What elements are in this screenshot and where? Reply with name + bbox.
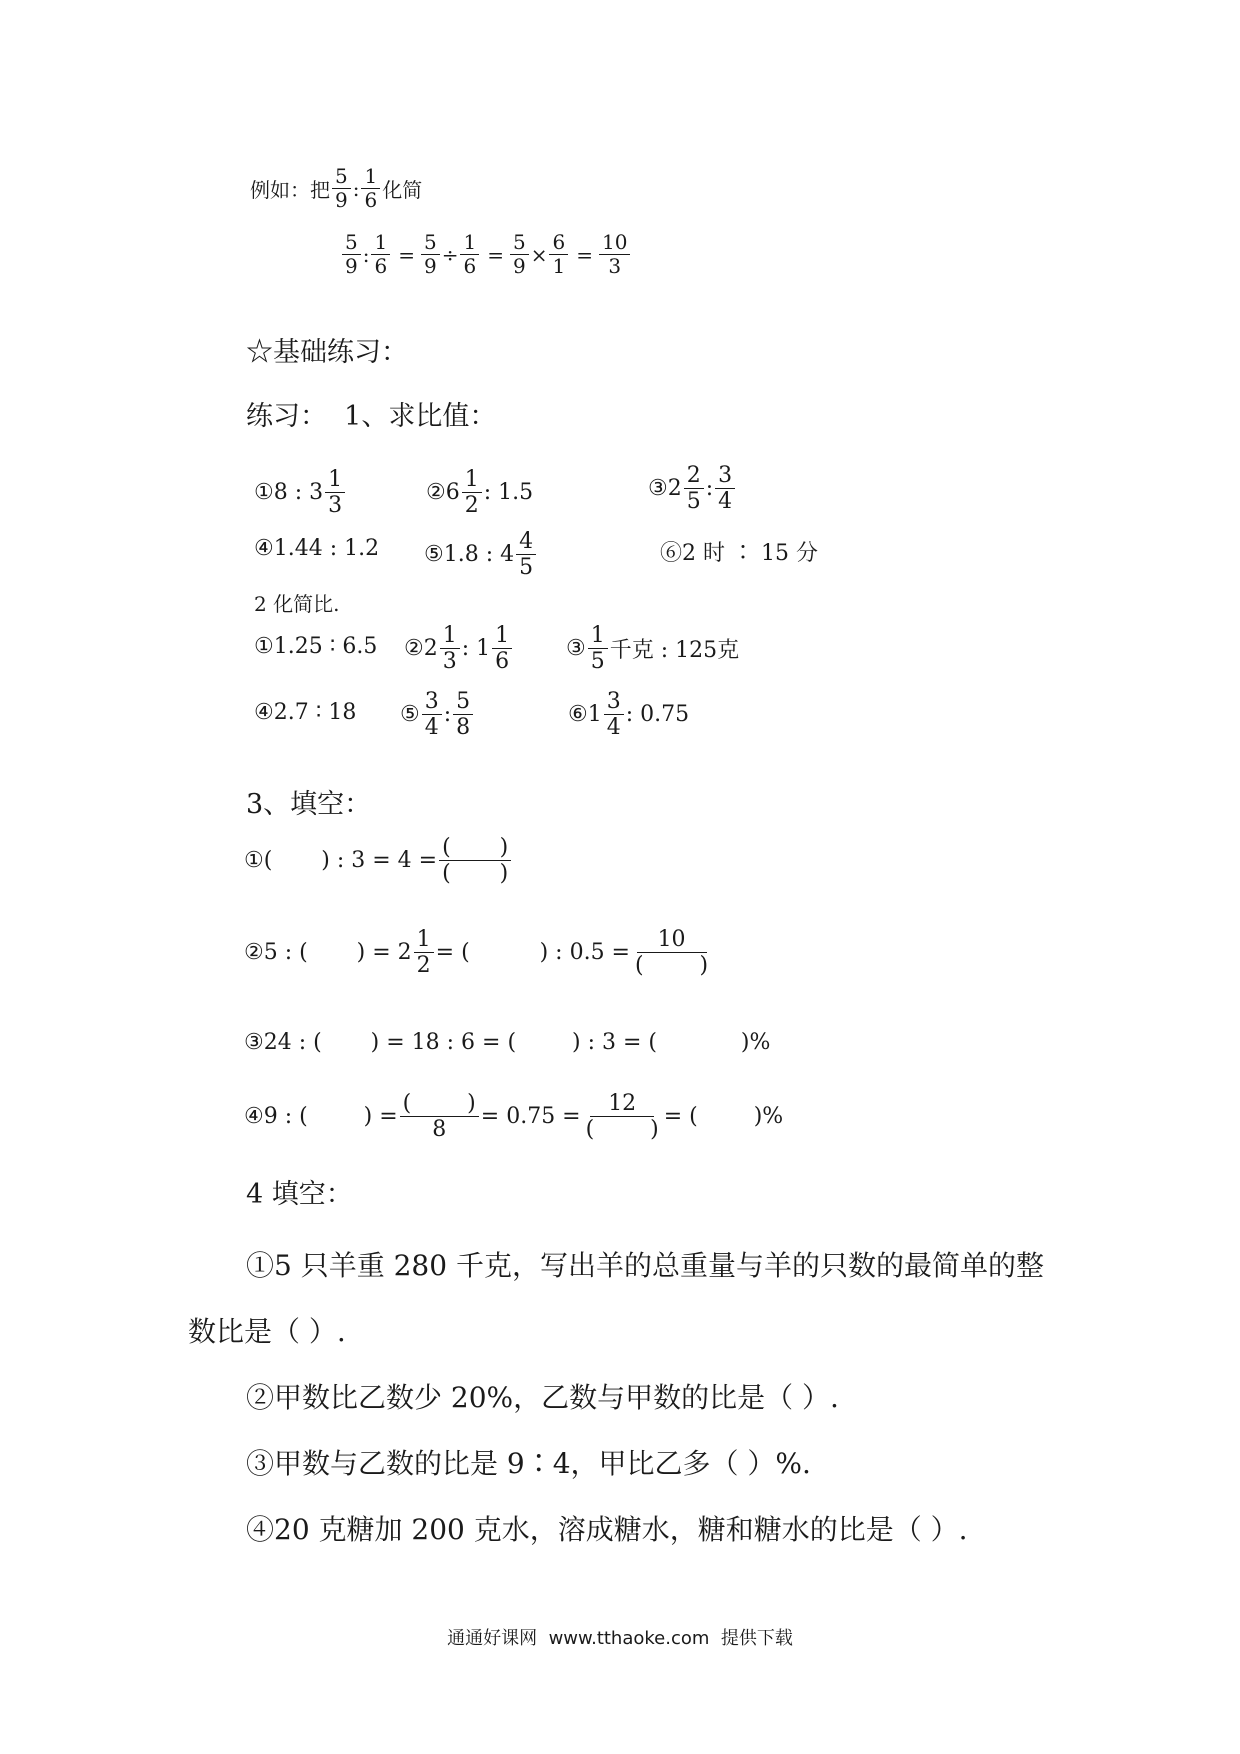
page-footer: 通通好课网 www.tthaoke.com 提供下载 [447, 1628, 793, 1649]
example-prefix: 例如：把 [250, 178, 330, 202]
example-line: 例如：把 $\frac{5}{9}$ : $\frac{1}{6}$ 化简 [250, 164, 423, 212]
simplify-item-2: ②2 $\frac{1}{3}$ : 1 $\frac{1}{6}$ [404, 624, 514, 673]
fill-item-3: ③24 : ( ) = 18 : 6 = ( ) : 3 = ( )% [244, 1030, 771, 1055]
fill-item-1: ①( ) : 3 = 4 = $\frac{( )}{( )}$ [244, 836, 513, 885]
heading-simplify: 2 化简比. [254, 592, 340, 616]
problem-2: ②甲数比乙数少 20%，乙数与甲数的比是（ ）. [246, 1381, 839, 1414]
example-calculation: $\frac{5}{9}$ : $\frac{1}{6}$ = $\frac{5}{9}$ ÷ $\frac{1}{6}$ = $\frac{5}{9}$ × $\frac{6}{1}$ = $\frac{10}{3}$ [340, 232, 632, 277]
simplify-item-1: ①1.25 ∶ 6.5 [254, 634, 378, 659]
problem-4: ④20 克糖加 200 克水，溶成糖水，糖和糖水的比是（ ）. [246, 1513, 968, 1546]
heading-basic-practice: ☆基础练习： [246, 337, 408, 368]
simplify-item-4: ④2.7 ∶ 18 [254, 700, 357, 725]
heading-fill-4: 4 填空： [246, 1179, 353, 1210]
fraction: $\frac{5}{9}$ [332, 166, 351, 211]
simplify-item-5: ⑤ $\frac{3}{4}$ : $\frac{5}{8}$ [400, 690, 475, 739]
heading-practice-ratio: 练习： 1、求比值： [246, 401, 497, 432]
ratio-item-6: ⑥2 时 ∶ 15 分 [660, 541, 818, 566]
fraction: $\frac{1}{6}$ [361, 166, 380, 211]
simplify-item-3: ③ $\frac{1}{5}$ 千克 : 125克 [566, 623, 740, 675]
ratio-item-3: ③2 $\frac{2}{5}$ : $\frac{3}{4}$ [648, 464, 737, 513]
fill-item-4: ④9 : ( ) = $\frac{( )}{8}$ = 0.75 = $\frac{12}{( )}$ = ( )% [244, 1091, 784, 1143]
example-suffix: 化简 [382, 178, 423, 202]
problem-3: ③甲数与乙数的比是 9∶4，甲比乙多（ ）%. [246, 1447, 811, 1480]
problem-1-line-2: 数比是（ ）. [188, 1315, 346, 1348]
ratio-item-5: ⑤1.8 : 4 $\frac{4}{5}$ [424, 530, 538, 579]
heading-fill-3: 3、填空： [246, 789, 372, 820]
ratio-item-4: ④1.44 : 1.2 [254, 536, 380, 561]
ratio-item-1: ①8 : 3 $\frac{1}{3}$ [254, 468, 347, 517]
simplify-item-6: ⑥1 $\frac{3}{4}$ : 0.75 [568, 689, 690, 741]
ratio-item-2: ②6 $\frac{1}{2}$ : 1.5 [426, 467, 534, 519]
fill-item-2: ②5 : ( ) = 2 $\frac{1}{2}$ = ( ) : 0.5 = $\frac{10}{( )}$ [244, 927, 709, 979]
problem-1-line-1: ①5 只羊重 280 千克，写出羊的总重量与羊的只数的最简单的整 [246, 1249, 1044, 1282]
